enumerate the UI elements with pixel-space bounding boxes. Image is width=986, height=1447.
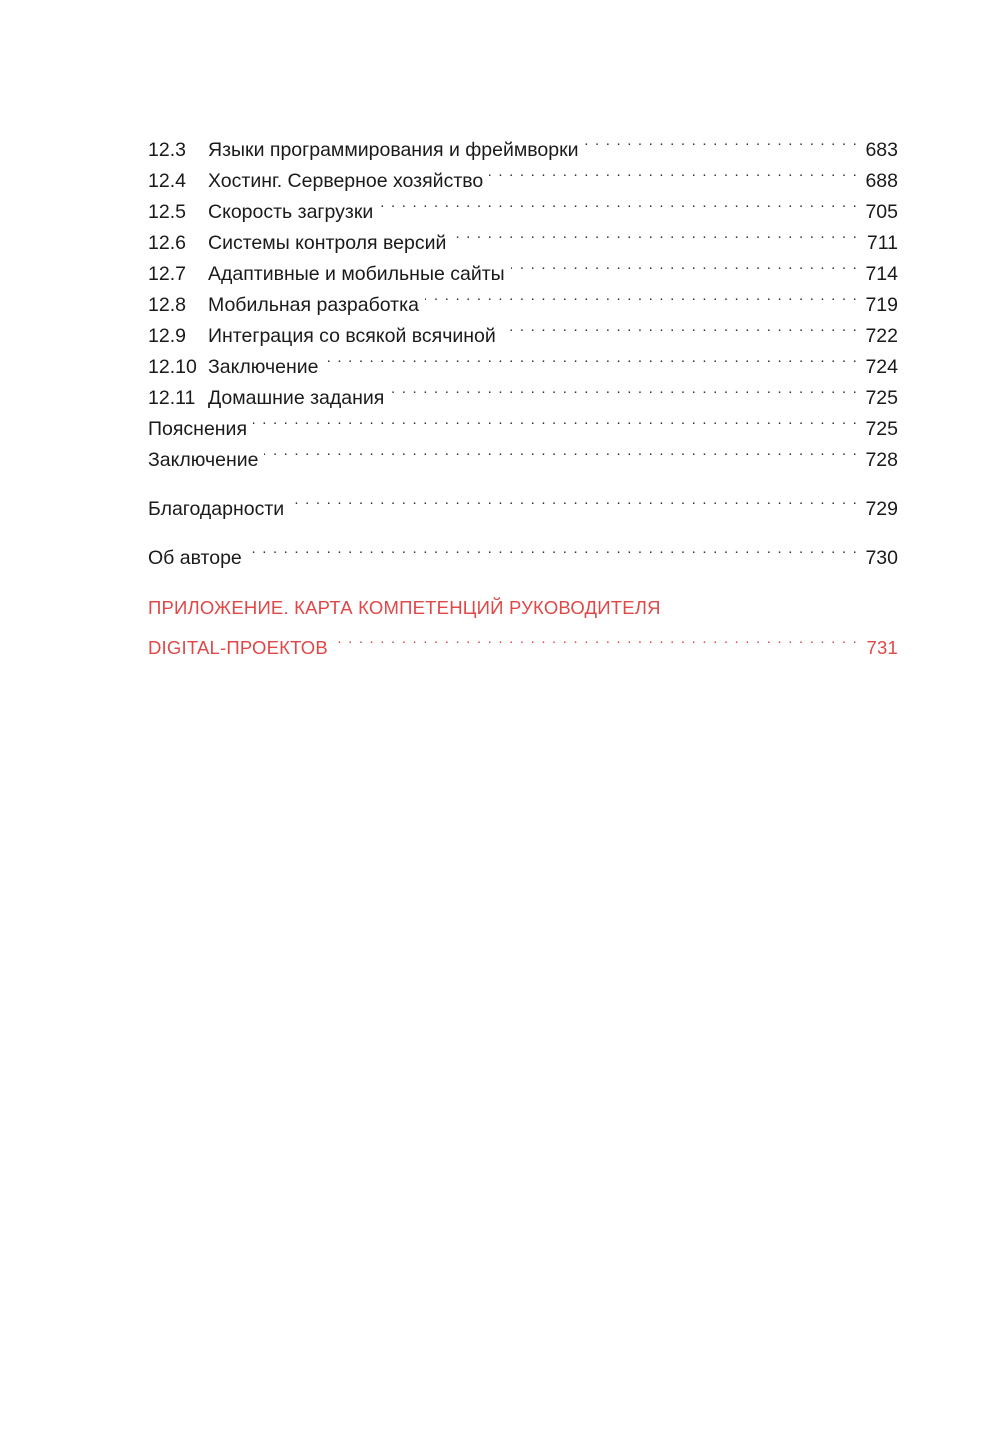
section-number: 12.5 bbox=[148, 201, 186, 223]
appendix-title-line-2: DIGITAL-ПРОЕКТОВ bbox=[148, 637, 328, 658]
page-number: 719 bbox=[865, 294, 898, 316]
section-title: Мобильная разработка bbox=[208, 294, 419, 316]
dot-leader bbox=[253, 404, 858, 435]
section-number: 12.4 bbox=[148, 170, 186, 192]
dot-leader bbox=[324, 342, 858, 373]
toc-entry-about-author[interactable] bbox=[148, 533, 898, 569]
page-number: 725 bbox=[865, 387, 898, 409]
toc-entry-conclusion[interactable] bbox=[148, 435, 898, 471]
section-title: Скорость загрузки bbox=[208, 201, 374, 223]
section-number: 12.9 bbox=[148, 325, 186, 347]
section-number: 12.7 bbox=[148, 263, 186, 285]
toc-entry-12-3[interactable] bbox=[148, 125, 898, 161]
dot-leader bbox=[452, 218, 858, 249]
dot-leader bbox=[248, 533, 858, 564]
dot-leader bbox=[585, 125, 858, 156]
section-number: 12.6 bbox=[148, 232, 186, 254]
section-number: 12.10 bbox=[148, 356, 197, 378]
section-number: 12.3 bbox=[148, 139, 186, 161]
dot-leader bbox=[425, 280, 858, 311]
section-number: 12.11 bbox=[148, 387, 196, 409]
page-number: 714 bbox=[865, 263, 898, 285]
page-number: 688 bbox=[865, 170, 898, 192]
page-number: 731 bbox=[866, 637, 898, 658]
dot-leader bbox=[379, 187, 858, 218]
section-title: Интеграция со всякой всячиной bbox=[208, 325, 496, 347]
dot-leader bbox=[334, 623, 858, 654]
page-number: 722 bbox=[865, 325, 898, 347]
section-title: Заключение bbox=[208, 356, 319, 378]
toc-entry-appendix[interactable] bbox=[148, 592, 898, 658]
section-title: Благодарности bbox=[148, 498, 285, 520]
dot-leader bbox=[390, 373, 858, 404]
section-title: Заключение bbox=[148, 449, 259, 471]
section-title: Хостинг. Серверное хозяйство bbox=[208, 170, 484, 192]
table-of-contents bbox=[148, 125, 898, 658]
page-number: 729 bbox=[865, 498, 898, 520]
dot-leader bbox=[264, 435, 858, 466]
page-number: 724 bbox=[865, 356, 898, 378]
section-title: Языки программирования и фреймворки bbox=[208, 139, 579, 161]
page-number: 705 bbox=[865, 201, 898, 223]
page-number: 711 bbox=[866, 232, 898, 254]
section-title: Пояснения bbox=[148, 418, 248, 440]
page-number: 728 bbox=[865, 449, 898, 471]
section-title: Домашние задания bbox=[208, 387, 385, 409]
page-number: 725 bbox=[865, 418, 898, 440]
page-number: 683 bbox=[865, 139, 898, 161]
appendix-title-line-1: ПРИЛОЖЕНИЕ. КАРТА КОМПЕТЕНЦИЙ РУКОВОДИТЕЛЯ bbox=[148, 597, 661, 618]
page-number: 730 bbox=[865, 547, 898, 569]
appendix-title-line-2-row bbox=[148, 623, 898, 658]
section-title: Системы контроля версий bbox=[208, 232, 447, 254]
dot-leader bbox=[489, 156, 858, 187]
dot-leader bbox=[511, 249, 858, 280]
section-title: Адаптивные и мобильные сайты bbox=[208, 263, 505, 285]
section-number: 12.8 bbox=[148, 294, 186, 316]
dot-leader bbox=[502, 311, 858, 342]
toc-entry-acknowledgements[interactable] bbox=[148, 484, 898, 520]
toc-entry-notes[interactable] bbox=[148, 404, 898, 440]
section-title: Об авторе bbox=[148, 547, 242, 569]
dot-leader bbox=[290, 484, 858, 515]
